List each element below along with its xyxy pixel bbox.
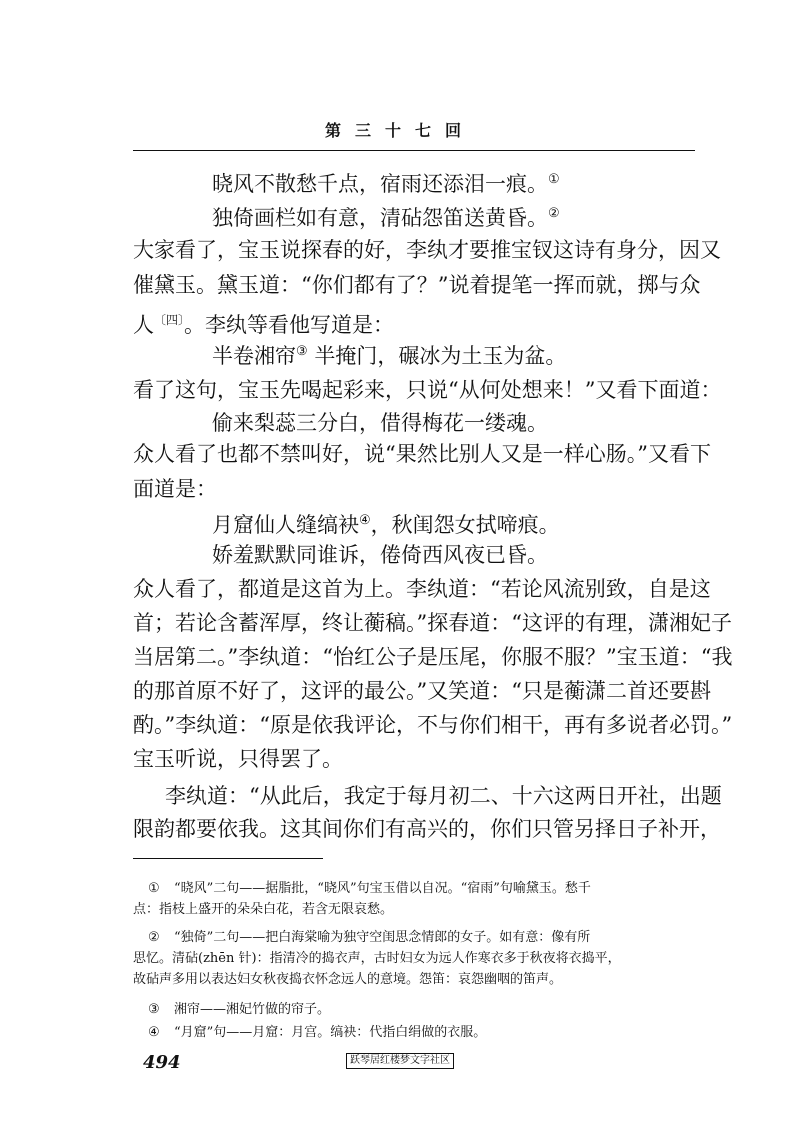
footnote-ref: ④ [359, 513, 371, 528]
poem-line: 偷来梨蕊三分白，借得梅花一缕魂。 [212, 411, 548, 435]
footnote-text: “晓风”二句——据脂批，“晓风”句宝玉借以自况。“宿雨”句喻黛玉。愁千 [174, 881, 591, 896]
body-line: 的那首原不好了，这评的最公。”又笑道：“只是蘅潇二首还要斟 [133, 679, 711, 703]
body-line: 首；若论含蓄浑厚，终让蘅稿。”探春道：“这评的有理，潇湘妃子 [133, 611, 732, 635]
footnote [133, 927, 698, 990]
body-line [133, 308, 394, 337]
footnote-line: 思忆。清砧(zhēn 针)：指清冷的捣衣声，古时妇女为远人作寒衣多于秋夜将衣捣平， [133, 951, 621, 966]
body-line: 众人看了也都不禁叫好，说“果然比别人又是一样心肠。”又看下 [133, 442, 711, 466]
footnote-text: 湘帘——湘妃竹做的帘子。 [174, 1002, 331, 1017]
poem-line [212, 172, 560, 196]
body-line: 面道是： [133, 477, 217, 501]
footnote-number: ④ [148, 1025, 160, 1040]
footnote-line [148, 927, 698, 948]
poem-text: 半掩门，碾冰为土玉为盆。 [307, 344, 567, 368]
footnote-ref: ② [548, 206, 560, 221]
poem-line [212, 206, 560, 230]
poem-text: 独倚画栏如有意，清砧怨笛送黄昏。 [212, 206, 548, 230]
body-line: 限韵都要依我。这其间你们有高兴的，你们只管另择日子补开， [133, 817, 721, 841]
poem-line: 娇羞默默同谁诉，倦倚西风夜已昏。 [212, 543, 548, 567]
body-line: 当居第二。”李纨道：“怡红公子是压尾，你服不服？”宝玉道：“我 [133, 645, 733, 669]
footnote-line [148, 999, 698, 1020]
body-text: 人 [133, 313, 154, 337]
watermark-stamp: 跃琴居红楼梦文字社区 [346, 1053, 454, 1069]
note-ref: 〔四〕 [154, 313, 185, 327]
poem-text: 晓风不散愁千点，宿雨还添泪一痕。 [212, 172, 548, 196]
body-line: 酌。”李纨道：“原是依我评论，不与你们相干，再有多说者必罚。” [133, 713, 733, 737]
footnote-line: 故砧声多用以表达妇女秋夜捣衣怀念远人的意境。怨笛：哀怨幽咽的笛声。 [133, 972, 563, 987]
footnote [133, 878, 698, 920]
poem-line [212, 344, 566, 368]
body-text: 。李纨等看他写道是： [184, 313, 395, 337]
chapter-header: 第三十七回 [324, 121, 475, 140]
footnote-line: 点：指枝上盛开的朵朵白花，若含无限哀愁。 [133, 902, 394, 917]
body-line: 李纨道：“从此后，我定于每月初二、十六这两日开社，出题 [165, 784, 722, 808]
footnote [148, 999, 698, 1020]
poem-line [212, 513, 560, 537]
footnote-ref: ③ [296, 344, 308, 359]
poem-text: 月窟仙人缝缟袂 [212, 513, 359, 537]
footnote-number: ② [148, 930, 160, 945]
footnote-divider [133, 858, 323, 859]
body-line: 看了这句，宝玉先喝起彩来，只说“从何处想来！”又看下面道： [133, 378, 722, 402]
poem-text: 半卷湘帘 [212, 344, 296, 368]
footnote [148, 1022, 698, 1043]
body-line: 众人看了，都道是这首为上。李纨道：“若论风流别致，自是这 [133, 577, 711, 601]
footnote-line [148, 878, 698, 899]
body-line: 宝玉听说，只得罢了。 [133, 747, 343, 771]
poem-text: ，秋闺怨女拭啼痕。 [370, 513, 560, 537]
footnote-number: ③ [148, 1002, 160, 1017]
footnote-text: “独倚”二句——把白海棠喻为独守空闺思念情郎的女子。如有意：像有所 [174, 930, 591, 945]
page-number: 494 [143, 1052, 181, 1073]
footnote-ref: ① [548, 172, 560, 187]
body-line: 催黛玉。黛玉道：“你们都有了？”说着提笔一挥而就，掷与众 [133, 273, 701, 297]
footnote-text: “月窟”句——月窟：月宫。缟袂：代指白绢做的衣服。 [174, 1025, 487, 1040]
header-divider [133, 150, 695, 151]
footnote-number: ① [148, 881, 160, 896]
body-line: 大家看了，宝玉说探春的好，李纨才要推宝钗这诗有身分，因又 [133, 238, 721, 262]
footnote-line [148, 1022, 698, 1043]
